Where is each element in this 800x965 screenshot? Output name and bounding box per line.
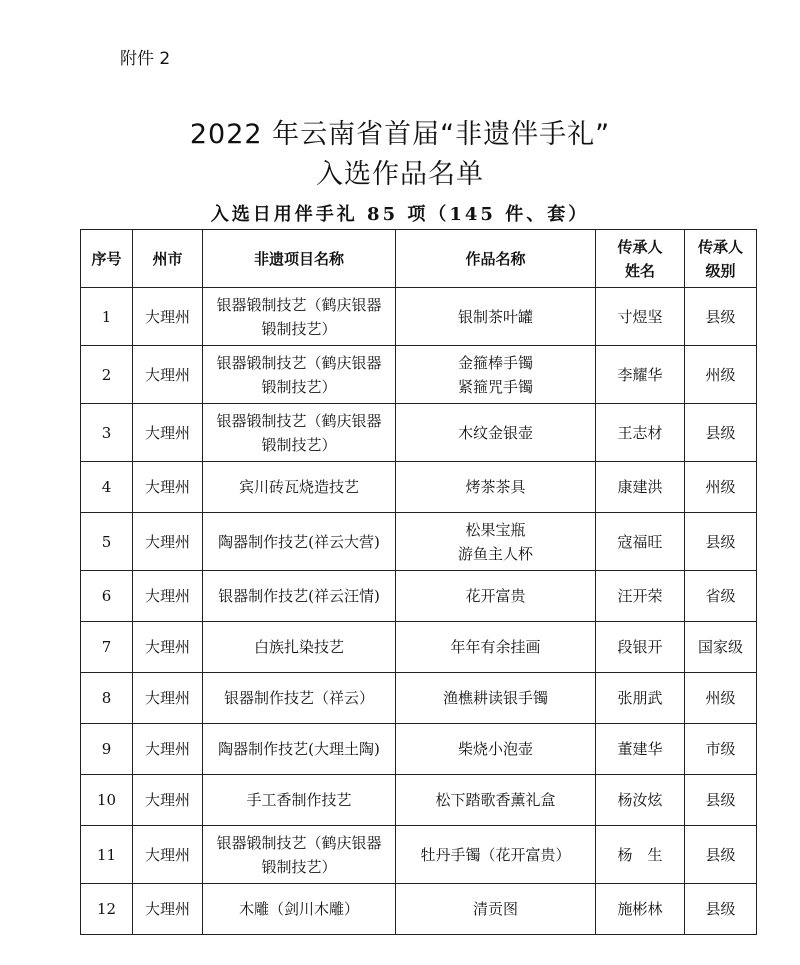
table-row bbox=[81, 673, 757, 724]
cell-inheritor-level: 州级 bbox=[685, 673, 757, 724]
cell-work-line: 金箍棒手镯 bbox=[457, 353, 533, 372]
header-inheritor-level bbox=[685, 230, 757, 288]
cell-city: 大理州 bbox=[133, 288, 203, 346]
selected-works-table bbox=[80, 229, 757, 935]
cell-project bbox=[203, 346, 396, 404]
cell-city: 大理州 bbox=[133, 571, 203, 622]
cell-no: 10 bbox=[81, 775, 133, 826]
header-project: 非遗项目名称 bbox=[203, 230, 396, 288]
table-subtitle: 入选日用伴手礼 85 项（145 件、套） bbox=[210, 204, 590, 225]
cell-inheritor-level: 州级 bbox=[685, 462, 757, 513]
cell-inheritor-level: 省级 bbox=[685, 571, 757, 622]
cell-project bbox=[203, 884, 396, 935]
cell-inheritor-level: 县级 bbox=[685, 884, 757, 935]
cell-work-line: 松下踏歌香薰礼盒 bbox=[435, 791, 556, 809]
cell-city: 大理州 bbox=[133, 724, 203, 775]
cell-inheritor-name: 张朋武 bbox=[596, 673, 685, 724]
cell-inheritor-name: 杨 生 bbox=[596, 826, 685, 884]
cell-project-line: 宾川砖瓦烧造技艺 bbox=[238, 478, 359, 496]
cell-work-line: 柴烧小泡壶 bbox=[457, 740, 533, 758]
table-row bbox=[81, 288, 757, 346]
cell-inheritor-level: 县级 bbox=[685, 826, 757, 884]
cell-project-line: 银器锻制技艺（鹤庆银器 bbox=[216, 833, 382, 852]
header-work: 作品名称 bbox=[396, 230, 596, 288]
cell-no: 11 bbox=[81, 826, 133, 884]
cell-project-line: 陶器制作技艺(大理土陶) bbox=[218, 740, 380, 758]
cell-inheritor-level: 州级 bbox=[685, 346, 757, 404]
cell-project bbox=[203, 571, 396, 622]
cell-project-line: 银器锻制技艺（鹤庆银器 bbox=[216, 411, 382, 430]
table-row bbox=[81, 462, 757, 513]
cell-inheritor-level: 国家级 bbox=[685, 622, 757, 673]
header-inheritor-name bbox=[596, 230, 685, 288]
cell-work-line: 烤茶茶具 bbox=[465, 478, 526, 496]
cell-city: 大理州 bbox=[133, 673, 203, 724]
cell-project bbox=[203, 673, 396, 724]
cell-city: 大理州 bbox=[133, 346, 203, 404]
table-row bbox=[81, 404, 757, 462]
cell-no: 5 bbox=[81, 513, 133, 571]
cell-work-line: 花开富贵 bbox=[465, 587, 526, 605]
cell-inheritor-level: 县级 bbox=[685, 288, 757, 346]
cell-work-line: 清贡图 bbox=[472, 900, 518, 918]
cell-work bbox=[396, 826, 596, 884]
cell-city: 大理州 bbox=[133, 826, 203, 884]
table-header-row bbox=[81, 230, 757, 288]
cell-project bbox=[203, 462, 396, 513]
cell-work bbox=[396, 622, 596, 673]
cell-project bbox=[203, 724, 396, 775]
cell-inheritor-name: 董建华 bbox=[596, 724, 685, 775]
table-row bbox=[81, 826, 757, 884]
table-row bbox=[81, 775, 757, 826]
cell-work-line: 游鱼主人杯 bbox=[457, 544, 533, 563]
annex-label: 附件 2 bbox=[120, 49, 171, 69]
cell-no: 3 bbox=[81, 404, 133, 462]
document-title-line1: 2022 年云南省首届“非遗伴手礼” bbox=[189, 119, 611, 150]
header-inheritor-level-line2: 级别 bbox=[705, 261, 736, 280]
document-title-line2: 入选作品名单 bbox=[316, 159, 484, 190]
cell-no: 2 bbox=[81, 346, 133, 404]
cell-inheritor-level: 县级 bbox=[685, 775, 757, 826]
table-row bbox=[81, 513, 757, 571]
header-inheritor-name-line1: 传承人 bbox=[617, 237, 663, 256]
cell-city: 大理州 bbox=[133, 513, 203, 571]
cell-city: 大理州 bbox=[133, 462, 203, 513]
cell-no: 1 bbox=[81, 288, 133, 346]
cell-work bbox=[396, 404, 596, 462]
cell-project-line: 银器锻制技艺（鹤庆银器 bbox=[216, 295, 382, 314]
cell-project-line: 银器制作技艺（祥云） bbox=[223, 689, 374, 707]
cell-project-line: 陶器制作技艺(祥云大营) bbox=[218, 532, 380, 551]
cell-no: 12 bbox=[81, 884, 133, 935]
cell-project-line: 锻制技艺） bbox=[261, 435, 337, 454]
cell-no: 9 bbox=[81, 724, 133, 775]
cell-project-line: 木雕（剑川木雕） bbox=[238, 900, 359, 918]
cell-project-line: 锻制技艺） bbox=[261, 319, 337, 338]
cell-inheritor-level: 市级 bbox=[685, 724, 757, 775]
cell-work bbox=[396, 513, 596, 571]
header-inheritor-level-line1: 传承人 bbox=[697, 237, 743, 256]
cell-no: 4 bbox=[81, 462, 133, 513]
cell-work-line: 紧箍咒手镯 bbox=[457, 377, 533, 396]
header-no: 序号 bbox=[81, 230, 133, 288]
cell-work bbox=[396, 673, 596, 724]
cell-work bbox=[396, 462, 596, 513]
cell-inheritor-name: 段银开 bbox=[596, 622, 685, 673]
cell-inheritor-name: 汪开荣 bbox=[596, 571, 685, 622]
cell-work bbox=[396, 346, 596, 404]
table-row bbox=[81, 346, 757, 404]
cell-work-line: 银制茶叶罐 bbox=[457, 307, 533, 326]
header-city: 州市 bbox=[133, 230, 203, 288]
cell-work-line: 木纹金银壶 bbox=[457, 423, 533, 442]
cell-project bbox=[203, 288, 396, 346]
cell-inheritor-name: 寇福旺 bbox=[596, 513, 685, 571]
cell-inheritor-name: 杨汝炫 bbox=[596, 775, 685, 826]
cell-work bbox=[396, 288, 596, 346]
cell-project-line: 手工香制作技艺 bbox=[246, 791, 352, 809]
cell-project bbox=[203, 513, 396, 571]
cell-project-line: 银器制作技艺(祥云汪情) bbox=[218, 587, 380, 605]
table-row bbox=[81, 724, 757, 775]
cell-no: 8 bbox=[81, 673, 133, 724]
cell-inheritor-name: 寸煜坚 bbox=[596, 288, 685, 346]
cell-project-line: 银器锻制技艺（鹤庆银器 bbox=[216, 353, 382, 372]
cell-inheritor-level: 县级 bbox=[685, 404, 757, 462]
cell-city: 大理州 bbox=[133, 884, 203, 935]
cell-inheritor-level: 县级 bbox=[685, 513, 757, 571]
cell-work bbox=[396, 724, 596, 775]
cell-no: 6 bbox=[81, 571, 133, 622]
cell-project bbox=[203, 826, 396, 884]
cell-work bbox=[396, 571, 596, 622]
table-row bbox=[81, 622, 757, 673]
cell-project-line: 白族扎染技艺 bbox=[253, 638, 344, 656]
cell-inheritor-name: 王志材 bbox=[596, 404, 685, 462]
cell-work bbox=[396, 884, 596, 935]
cell-city: 大理州 bbox=[133, 775, 203, 826]
cell-project bbox=[203, 775, 396, 826]
table-row bbox=[81, 571, 757, 622]
cell-work-line: 年年有余挂画 bbox=[450, 638, 541, 656]
cell-project bbox=[203, 404, 396, 462]
cell-city: 大理州 bbox=[133, 622, 203, 673]
cell-work-line: 牡丹手镯（花开富贵） bbox=[420, 845, 571, 864]
cell-inheritor-name: 康建洪 bbox=[596, 462, 685, 513]
cell-city: 大理州 bbox=[133, 404, 203, 462]
cell-work-line: 渔樵耕读银手镯 bbox=[442, 689, 548, 707]
cell-project bbox=[203, 622, 396, 673]
header-inheritor-name-line2: 姓名 bbox=[624, 261, 655, 280]
cell-project-line: 锻制技艺） bbox=[261, 377, 337, 396]
cell-no: 7 bbox=[81, 622, 133, 673]
cell-inheritor-name: 李耀华 bbox=[596, 346, 685, 404]
cell-work-line: 松果宝瓶 bbox=[465, 520, 526, 539]
cell-work bbox=[396, 775, 596, 826]
cell-inheritor-name: 施彬林 bbox=[596, 884, 685, 935]
cell-project-line: 锻制技艺） bbox=[261, 857, 337, 876]
table-row bbox=[81, 884, 757, 935]
